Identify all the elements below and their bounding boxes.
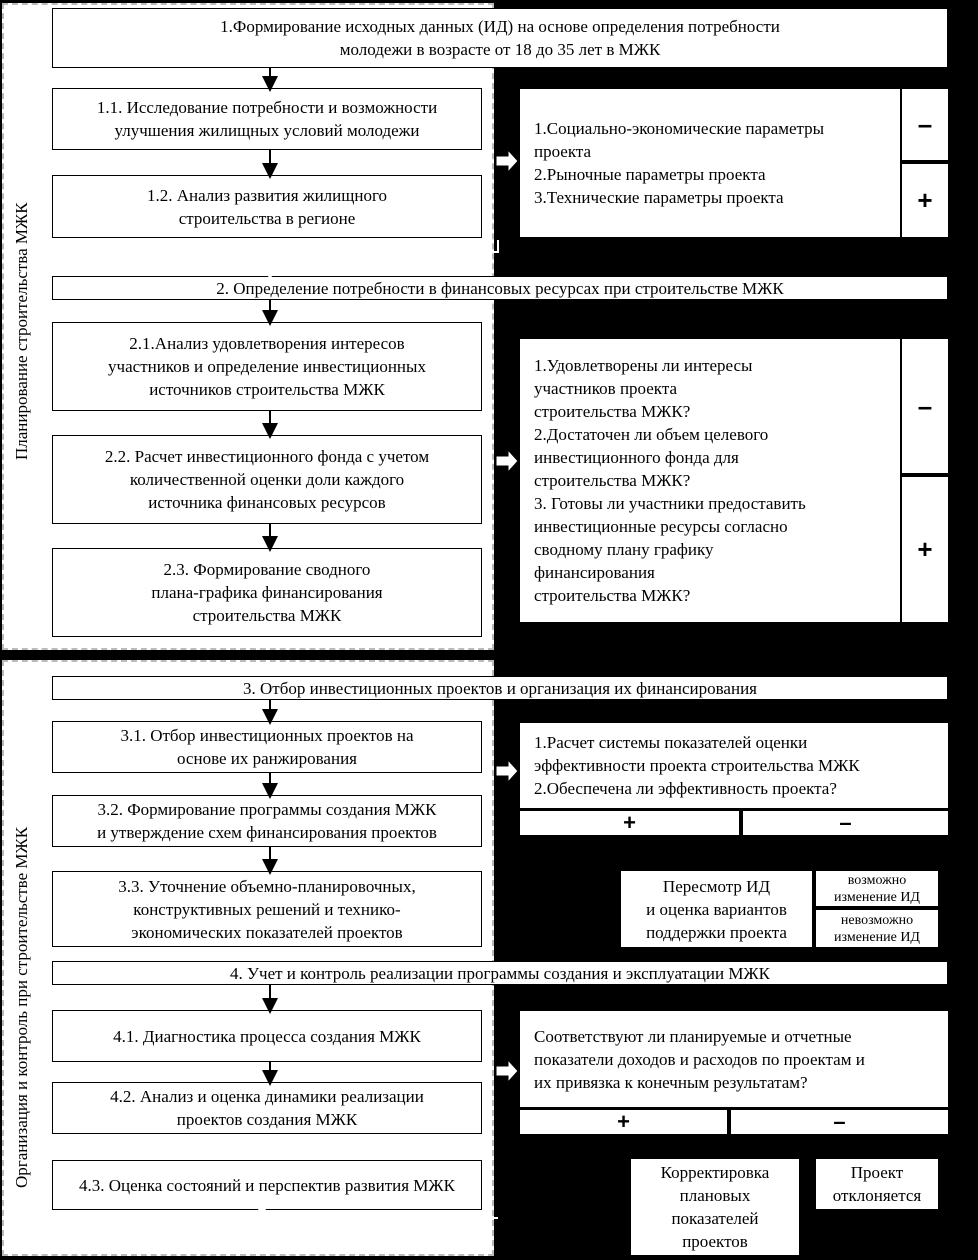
planning-side-label: Планирование строительства МЖК (12, 202, 31, 460)
correction-box: Корректировка плановых показателей проектов (630, 1158, 800, 1256)
arrow (496, 150, 518, 172)
check-3: 1.Расчет системы показателей оценки эффективности проекта строительства МЖК 2.Обеспечена ли эффективность проекта? (519, 722, 949, 809)
rejected-box: Проект отклоняется (815, 1158, 939, 1210)
organization-side-label: Организация и контроль при строительстве МЖК (12, 826, 31, 1188)
check-1: 1.Социально-экономические параметры проекта 2.Рыночные параметры проекта 3.Технические параметры проекта (519, 88, 901, 238)
step-1: 1.Формирование исходных данных (ИД) на основе определения потребности молодежи в возрасте от 18 до 35 лет в МЖК (52, 8, 948, 68)
step-4-2: 4.2. Анализ и оценка динамики реализации проектов создания МЖК (52, 1082, 482, 1134)
step-2-2: 2.2. Расчет инвестиционного фонда с учетом количественной оценки доли каждого источника финансовых ресурсов (52, 435, 482, 524)
possible-change-box: возможно изменение ИД (815, 870, 939, 907)
minus-sign: – (901, 88, 949, 161)
step-3-1: 3.1. Отбор инвестиционных проектов на основе их ранжирования (52, 721, 482, 773)
step-3-3: 3.3. Уточнение объемно-планировочных, конструктивных решений и технико- экономических показателей проектов (52, 871, 482, 947)
plus-sign: + (519, 810, 740, 836)
step-4-3: 4.3. Оценка состояний и перспектив развития МЖК (52, 1160, 482, 1210)
step-2-3: 2.3. Формирование сводного плана-графика финансирования строительства МЖК (52, 548, 482, 637)
step-1-1: 1.1. Исследование потребности и возможности улучшения жилищных условий молодежи (52, 88, 482, 150)
step-3: 3. Отбор инвестиционных проектов и организация их финансирования (52, 676, 948, 700)
minus-sign: – (901, 338, 949, 474)
step-4: 4. Учет и контроль реализации программы создания и эксплуатации МЖК (52, 961, 948, 985)
minus-sign: – (742, 810, 949, 836)
step-1-2: 1.2. Анализ развития жилищного строительства в регионе (52, 175, 482, 238)
arrow (496, 1060, 518, 1082)
arrow (262, 1210, 498, 1218)
check-4: Соответствуют ли планируемые и отчетные показатели доходов и расходов по проектам и их привязка к конечным результатам? (519, 1010, 949, 1108)
plus-sign: + (519, 1109, 728, 1135)
step-3-2: 3.2. Формирование программы создания МЖК и утверждение схем финансирования проектов (52, 795, 482, 847)
step-2-1: 2.1.Анализ удовлетворения интересов участников и определение инвестиционных источников строительства МЖК (52, 322, 482, 411)
impossible-change-box: невозможно изменение ИД (815, 909, 939, 948)
plus-sign: + (901, 163, 949, 238)
plus-sign: + (901, 476, 949, 623)
check-2: 1.Удовлетворены ли интересы участников проекта строительства МЖК? 2.Достаточен ли объем целевого инвестиционного фонда для строительства МЖК? 3. Готовы ли участники предоставить инвестиционные ресурсы согласно сводному плану графику финансирования строительства МЖК? (519, 338, 901, 623)
step-4-1: 4.1. Диагностика процесса создания МЖК (52, 1010, 482, 1062)
review-box: Пересмотр ИД и оценка вариантов поддержки проекта (620, 870, 813, 948)
step-2: 2. Определение потребности в финансовых ресурсах при строительстве МЖК (52, 276, 948, 300)
arrow (270, 240, 498, 272)
arrow (496, 450, 518, 472)
minus-sign: – (730, 1109, 949, 1135)
arrow (496, 760, 518, 782)
